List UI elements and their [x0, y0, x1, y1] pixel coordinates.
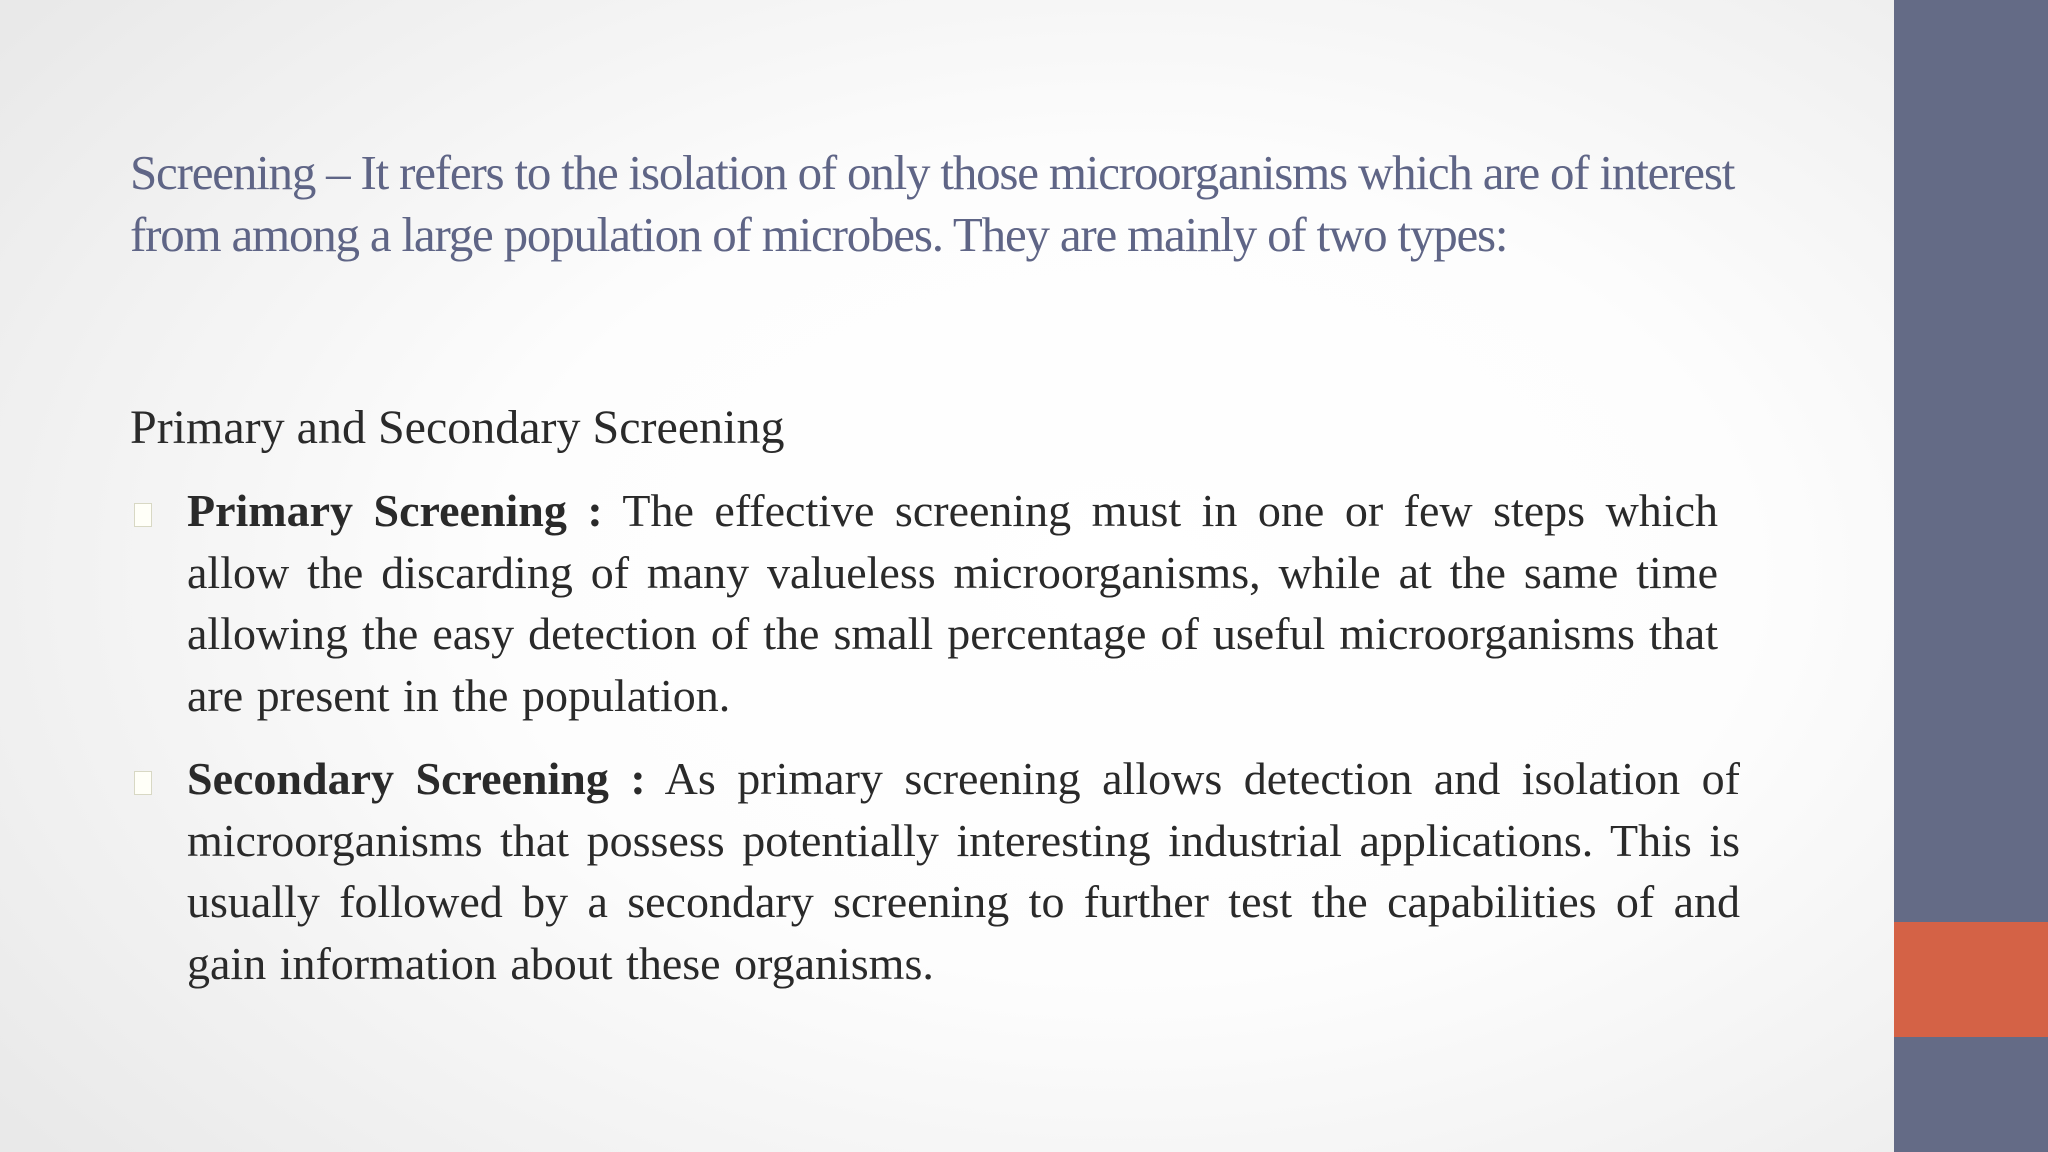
- bullet-term: Primary Screening :: [187, 485, 603, 536]
- bullet-marker-icon: [134, 503, 152, 527]
- decorative-accent-block: [1894, 922, 2048, 1037]
- slide-title: [130, 142, 1880, 266]
- section-subheading: Primary and Secondary Screening: [130, 401, 785, 454]
- bullet-marker-icon: [134, 771, 152, 795]
- bullet-primary-screening: [130, 480, 1718, 726]
- bullet-text: [187, 748, 1740, 994]
- bullet-description: The effective screening must in one or few steps which allow the discarding of many valueless microorganisms, while at the same time allowing the easy detection of the small percentage of useful microorganisms that are present in the population.: [187, 485, 1718, 721]
- bullet-description: As primary screening allows detection and isolation of microorganisms that possess potentially interesting industrial applications. This is usually followed by a secondary screening to further test the capabilities of and gain information about these organisms.: [187, 753, 1740, 989]
- bullet-secondary-screening: [130, 748, 1740, 994]
- bullet-term: Secondary Screening :: [187, 753, 646, 804]
- slide-title-line-1: Screening – It refers to the isolation of only those microorganisms which are of interest: [130, 145, 1735, 200]
- slide-title-line-2: from among a large population of microbes. They are mainly of two types:: [130, 207, 1508, 262]
- bullet-text: [187, 480, 1718, 726]
